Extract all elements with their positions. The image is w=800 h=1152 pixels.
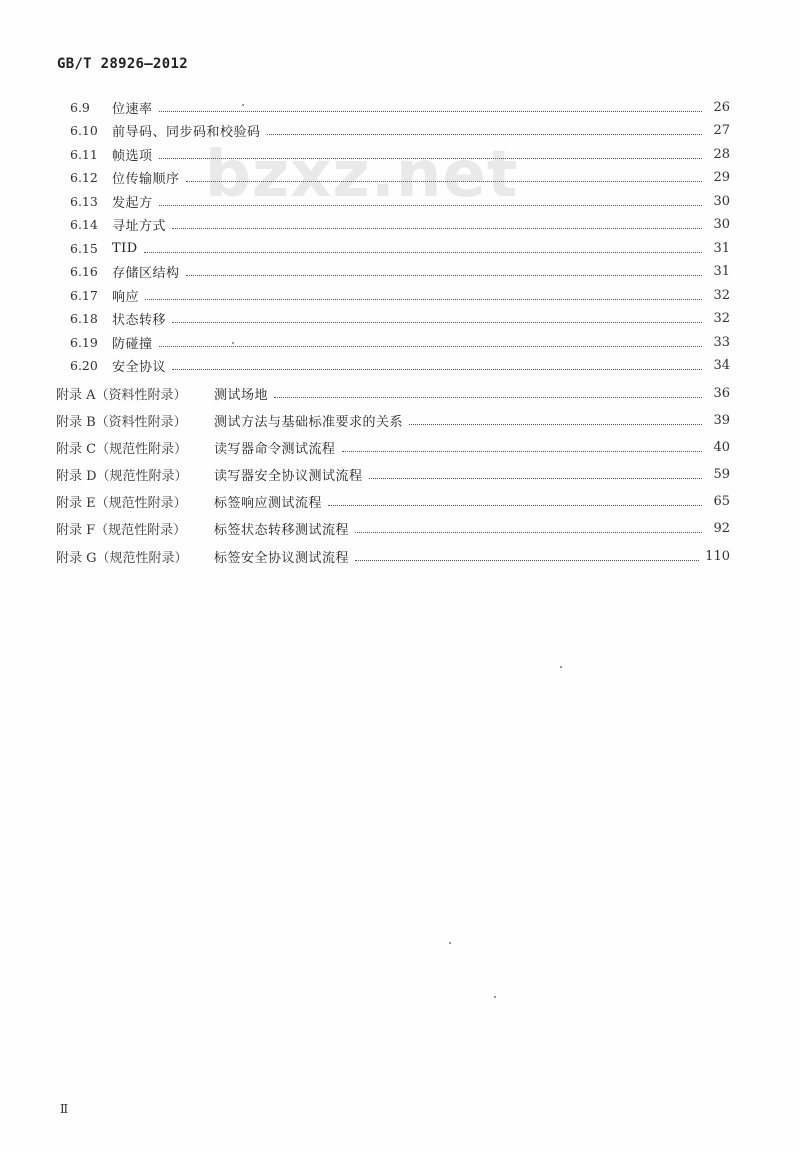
toc-appendix-label: 附录 F（规范性附录） — [56, 522, 187, 538]
toc-page-number: 29 — [713, 169, 730, 185]
toc-number: 6.18 — [70, 310, 98, 326]
toc-entry-appendix-d[interactable] — [56, 464, 730, 484]
toc-number: 6.14 — [70, 216, 98, 232]
toc-number: 6.17 — [70, 287, 98, 303]
toc-number: 6.15 — [70, 240, 98, 256]
toc-entry-6-17[interactable] — [70, 285, 730, 305]
toc-title: 发起方 — [112, 195, 153, 211]
toc-entry-6-19[interactable] — [70, 332, 730, 352]
toc-entry-appendix-g[interactable] — [56, 546, 730, 566]
toc-title: 安全协议 — [112, 359, 167, 375]
toc-title: 测试场地 — [214, 387, 269, 403]
scan-speck — [449, 942, 451, 944]
toc-entry-6-20[interactable] — [70, 355, 730, 375]
toc-title: 状态转移 — [112, 312, 167, 328]
toc-leader-dots — [159, 158, 702, 159]
toc-entry-appendix-f[interactable] — [56, 518, 730, 538]
toc-page-number: 65 — [713, 493, 730, 509]
toc-title: 响应 — [112, 289, 140, 305]
toc-leader-dots — [172, 322, 702, 323]
toc-title: 前导码、同步码和校验码 — [112, 124, 261, 140]
toc-leader-dots — [145, 299, 702, 300]
toc-title: 寻址方式 — [112, 218, 167, 234]
toc-page-number: 32 — [713, 287, 730, 303]
toc-leader-dots — [186, 181, 702, 182]
toc-title: 位传输顺序 — [112, 171, 180, 187]
toc-entry-6-12[interactable] — [70, 167, 730, 187]
toc-page-number: 31 — [713, 263, 730, 279]
toc-title: TID — [112, 240, 138, 256]
toc-entry-6-10[interactable] — [70, 120, 730, 140]
toc-page-number: 33 — [713, 334, 730, 350]
toc-leader-dots — [144, 252, 702, 253]
toc-page-number: 28 — [713, 146, 730, 162]
toc-title: 读写器命令测试流程 — [214, 441, 336, 457]
toc-page-number: 30 — [713, 193, 730, 209]
toc-leader-dots — [172, 228, 702, 229]
toc-leader-dots — [355, 532, 702, 533]
toc-page-number: 31 — [713, 240, 730, 256]
toc-entry-appendix-e[interactable] — [56, 491, 730, 511]
toc-title: 标签状态转移测试流程 — [214, 522, 350, 538]
toc-title: 标签安全协议测试流程 — [214, 550, 350, 566]
toc-number: 6.19 — [70, 334, 98, 350]
toc-leader-dots — [274, 397, 702, 398]
toc-appendix-label: 附录 A（资料性附录） — [56, 387, 187, 403]
toc-entry-6-18[interactable] — [70, 308, 730, 328]
toc-leader-dots — [355, 560, 699, 561]
toc-page-number: 40 — [713, 439, 730, 455]
toc-appendix-label: 附录 C（规范性附录） — [56, 441, 188, 457]
toc-leader-dots — [267, 134, 702, 135]
toc-title: 测试方法与基础标准要求的关系 — [214, 414, 404, 430]
toc-number: 6.10 — [70, 122, 98, 138]
toc-entry-appendix-c[interactable] — [56, 437, 730, 457]
toc-title: 读写器安全协议测试流程 — [214, 468, 363, 484]
toc-leader-dots — [409, 424, 702, 425]
toc-appendix-label: 附录 E（规范性附录） — [56, 495, 187, 511]
toc-leader-dots — [342, 451, 702, 452]
toc-number: 6.13 — [70, 193, 98, 209]
toc-title: 标签响应测试流程 — [214, 495, 323, 511]
toc-entry-6-16[interactable] — [70, 261, 730, 281]
toc-title: 防碰撞 — [112, 336, 153, 352]
toc-page-number: 92 — [713, 520, 730, 536]
toc-number: 6.12 — [70, 169, 98, 185]
toc-page-number: 59 — [713, 466, 730, 482]
toc-entry-6-9[interactable] — [70, 97, 730, 117]
toc-page-number: 32 — [713, 310, 730, 326]
toc-entry-6-11[interactable] — [70, 144, 730, 164]
toc-leader-dots — [172, 369, 702, 370]
scan-speck — [494, 996, 496, 998]
toc-title: 存储区结构 — [112, 265, 180, 281]
toc-entry-appendix-a[interactable] — [56, 383, 730, 403]
toc-appendix-label: 附录 B（资料性附录） — [56, 414, 187, 430]
scan-speck — [242, 104, 244, 106]
standard-code: GB/T 28926—2012 — [57, 56, 188, 72]
toc-leader-dots — [159, 205, 702, 206]
toc-entry-6-13[interactable] — [70, 191, 730, 211]
toc-title: 位速率 — [112, 101, 153, 117]
watermark-text: bzxz.net — [205, 138, 519, 212]
toc-leader-dots — [369, 478, 702, 479]
toc-leader-dots — [159, 346, 702, 347]
page-number-roman: Ⅱ — [60, 1102, 69, 1116]
toc-number: 6.16 — [70, 263, 98, 279]
scan-speck — [560, 666, 562, 668]
toc-page-number: 27 — [713, 122, 730, 138]
toc-page-number: 39 — [713, 412, 730, 428]
toc-number: 6.20 — [70, 357, 98, 373]
scan-speck — [232, 342, 234, 344]
toc-leader-dots — [159, 111, 702, 112]
toc-page-number: 26 — [713, 99, 730, 115]
toc-appendix-label: 附录 D（规范性附录） — [56, 468, 188, 484]
toc-page-number: 30 — [713, 216, 730, 232]
toc-entry-6-15[interactable] — [70, 238, 730, 258]
toc-title: 帧选项 — [112, 148, 153, 164]
toc-page-number: 34 — [713, 357, 730, 373]
toc-page-number: 36 — [713, 385, 730, 401]
toc-number: 6.11 — [70, 146, 98, 162]
toc-entry-appendix-b[interactable] — [56, 410, 730, 430]
toc-leader-dots — [328, 505, 702, 506]
toc-leader-dots — [186, 275, 702, 276]
toc-page-number: 110 — [705, 548, 730, 564]
toc-appendix-label: 附录 G（规范性附录） — [56, 550, 188, 566]
toc-number: 6.9 — [70, 99, 90, 115]
toc-entry-6-14[interactable] — [70, 214, 730, 234]
